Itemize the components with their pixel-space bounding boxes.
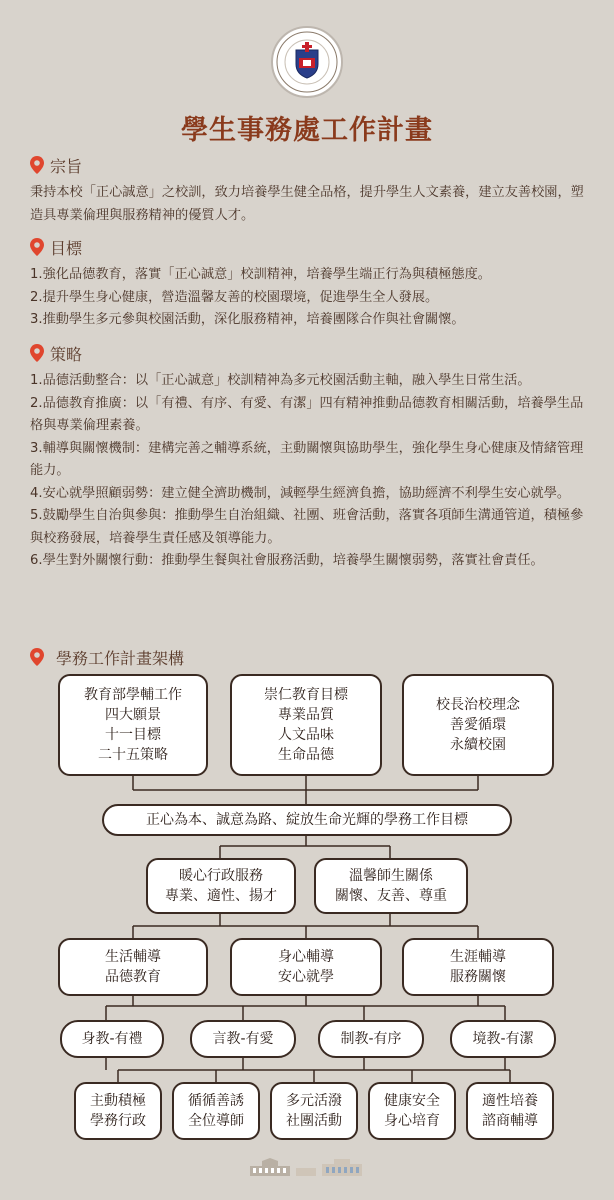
node-line: 多元活潑 [286,1093,342,1109]
node-line: 四大願景 [105,707,161,723]
node-line: 身心培育 [384,1113,440,1129]
node-line: 適性培養 [482,1093,538,1109]
node-line: 生活輔導 [105,949,161,965]
node-line: 服務關懷 [450,969,506,985]
page-title: 學生事務處工作計畫 [181,115,433,146]
node-teach-by-environment: 境教-有潔 [450,1020,556,1058]
node-mentor [172,1082,260,1140]
node-line: 二十五策略 [98,747,168,763]
node-admin [74,1082,162,1140]
node-line: 專業品質 [278,707,334,723]
node-line: 諮商輔導 [482,1113,538,1129]
text-line: 3.輔導與關懷機制：建構完善之輔導系統，主動關懷與協助學生，強化學生身心健康及情緒管理能力。 [30,440,584,478]
node-line: 十一目標 [105,727,161,743]
node-principal-philosophy [402,674,554,776]
node-line: 健康安全 [384,1093,440,1109]
node-central-goal: 正心為本、誠意為路、綻放生命光輝的學務工作目標 [102,804,512,836]
node-line: 生命品德 [278,747,334,763]
node-line: 校長治校理念 [436,697,520,713]
text-line: 1.強化品德教育，落實「正心誠意」校訓精神，培養學生端正行為與積極態度。 [30,267,491,282]
text-line: 4.安心就學照顧弱勢：建立健全濟助機制，減輕學生經濟負擔，協助經濟不利學生安心就學。 [30,485,571,501]
node-mind-body [230,938,382,996]
node-line: 學務行政 [90,1113,146,1129]
text-line: 5.鼓勵學生自治與參與：推動學生自治組織、社團、班會活動，落實各項師生溝通管道，積極參與校務發展，培養學生責任感及領導能力。 [30,508,584,546]
node-teach-by-example: 身教-有禮 [60,1020,164,1058]
node-line: 專業、適性、揚才 [165,888,277,904]
node-line: 身心輔導 [278,949,334,965]
node-line: 全位導師 [188,1113,244,1129]
node-warm-admin [146,858,296,914]
node-line: 善愛循環 [450,717,506,733]
text-line: 2.品德教育推廣：以「有禮、有序、有愛、有潔」四有精神推動品德教育相關活動，培養學生品格與專業倫理素養。 [30,395,584,433]
node-line: 崇仁教育目標 [264,687,348,703]
node-line: 教育部學輔工作 [84,687,182,703]
node-line: 人文品味 [278,727,334,743]
goals-heading-text: 目標 [50,238,83,258]
text-line: 6.學生對外關懷行動：推動學生餐與社會服務活動，培養學生關懷弱勢，落實社會責任。 [30,553,544,568]
node-line: 關懷、友善、尊重 [335,888,447,904]
node-teach-by-word: 言教-有愛 [190,1020,296,1058]
node-line: 溫馨師生關係 [349,868,433,884]
node-teacher-student [314,858,468,914]
node-line: 永續校園 [450,737,506,753]
text-line: 3.推動學生多元參與校園活動，深化服務精神，培養團隊合作與社會關懷。 [30,312,465,327]
node-career [402,938,554,996]
node-clubs [270,1082,358,1140]
node-line: 主動積極 [90,1093,146,1109]
strategy-heading-text: 策略 [50,344,83,364]
text-line: 1.品德活動整合：以「正心誠意」校訓精神為多元校園活動主軸，融入學生日常生活。 [30,373,531,388]
node-health [368,1082,456,1140]
node-line: 生涯輔導 [450,949,506,965]
node-chongren-goals [230,674,382,776]
node-life-guidance [58,938,208,996]
text-line: 2.提升學生身心健康，營造溫馨友善的校園環境，促進學生全人發展。 [30,289,439,305]
framework-heading-text: 學務工作計畫架構 [56,648,185,668]
node-line: 安心就學 [278,969,334,985]
node-line: 品德教育 [105,969,161,985]
node-teach-by-system: 制教-有序 [318,1020,424,1058]
node-line: 循循善誘 [188,1093,244,1109]
node-moe-guidance [58,674,208,776]
text-line: 秉持本校「正心誠意」之校訓，致力培養學生健全品格，提升學生人文素養，建立友善校園，塑造具專業倫理與服務精神的優質人才。 [30,185,584,223]
node-line: 社團活動 [286,1113,342,1129]
node-counseling [466,1082,554,1140]
building-illustration-icon [248,1158,366,1176]
purpose-heading-text: 宗旨 [50,156,83,176]
node-line: 暖心行政服務 [179,868,263,884]
